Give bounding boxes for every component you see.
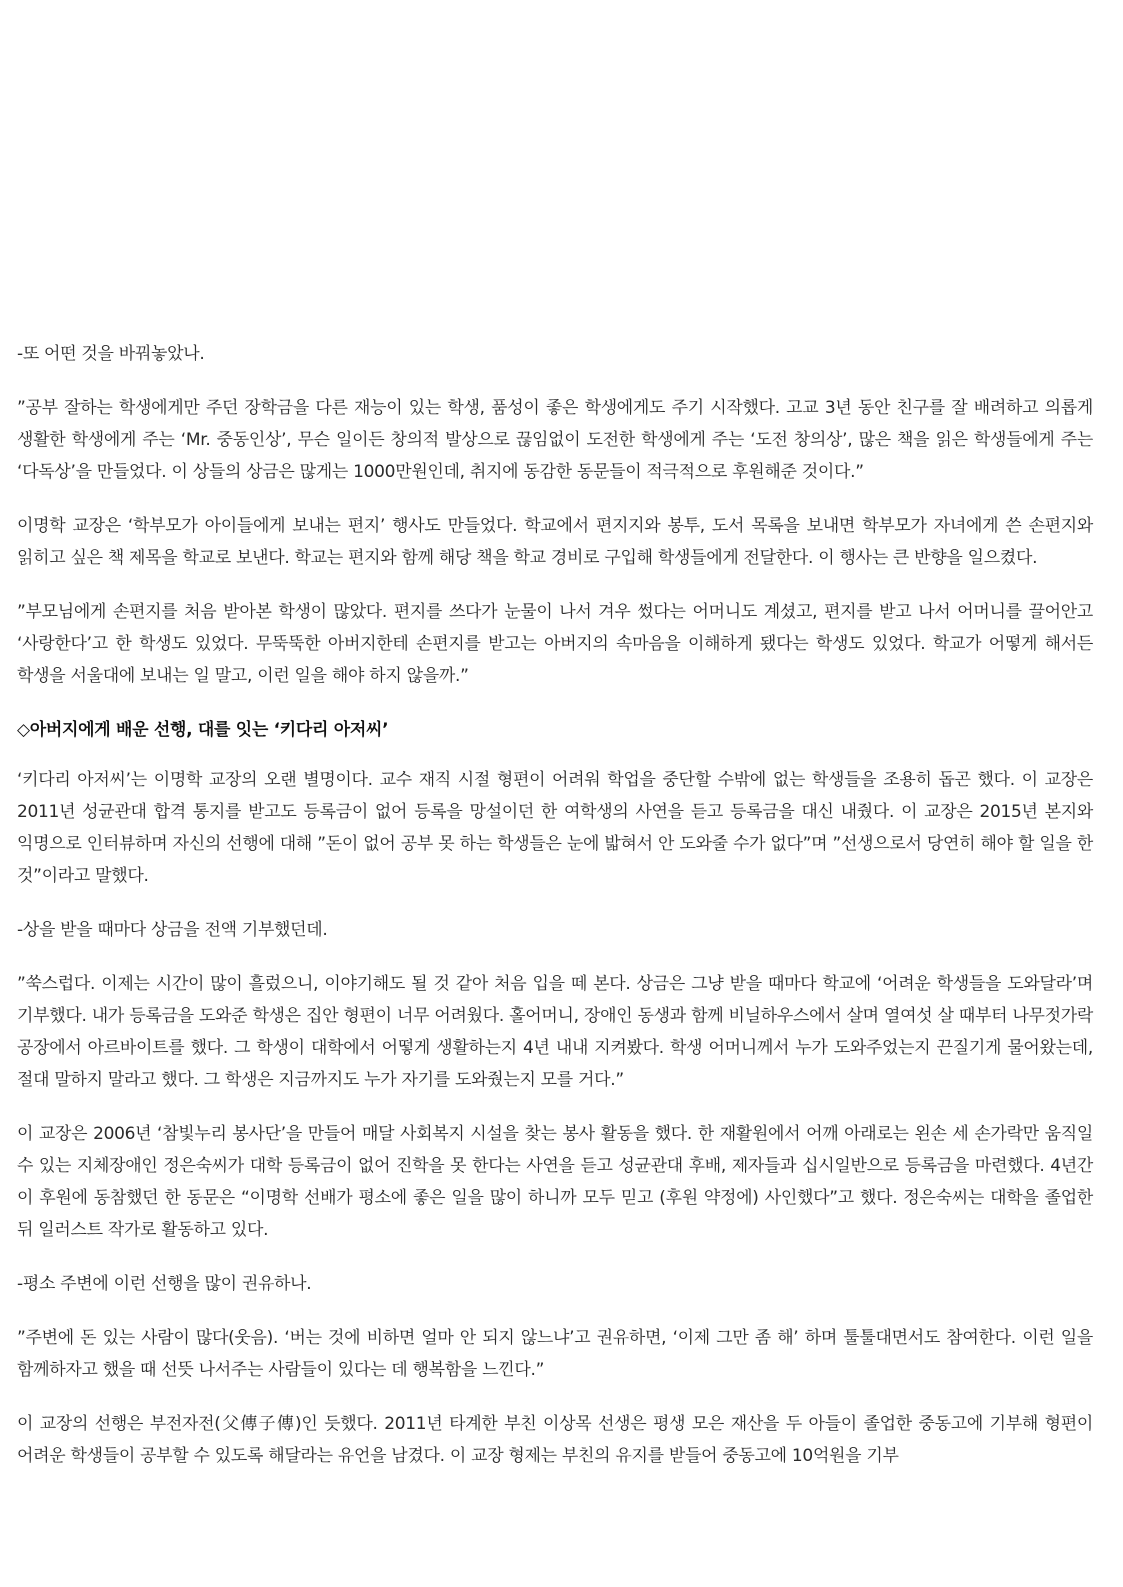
- article-paragraph: 이 교장은 2006년 ‘참빛누리 봉사단’을 만들어 매달 사회복지 시설을 찾는 봉사 활동을 했다. 한 재활원에서 어깨 아래로는 왼손 세 손가락만 움직일 수 있는 지체장애인 정은숙씨가 대학 등록금이 없어 진학을 못 한다는 사연을 듣고 성균관대 후배, 제자들과 십시일반으로 등록금을 마련했다. 4년간 이 후원에 동참했던 한 동문은 “이명학 선배가 평소에 좋은 일을 많이 하니까 모두 믿고 (후원 약정에) 사인했다”고 했다. 정은숙씨는 대학을 졸업한 뒤 일러스트 작가로 활동하고 있다.: [17, 1124, 1093, 1240]
- interview-answer: ”부모님에게 손편지를 처음 받아본 학생이 많았다. 편지를 쓰다가 눈물이 나서 겨우 썼다는 어머니도 계셨고, 편지를 받고 나서 어머니를 끌어안고 ‘사랑한다’고 한 학생도 있었다. 무뚝뚝한 아버지한테 손편지를 받고는 아버지의 속마음을 이해하게 됐다는 학생도 있었다. 학교가 어떻게 해서든 학생을 서울대에 보내는 일 말고, 이런 일을 해야 하지 않을까.”: [17, 602, 1093, 686]
- article-body: [17, 338, 1093, 1494]
- article-paragraph: ‘키다리 아저씨’는 이명학 교장의 오랜 별명이다. 교수 재직 시절 형편이 어려워 학업을 중단할 수밖에 없는 학생들을 조용히 돕곤 했다. 이 교장은 2011년 성균관대 합격 통지를 받고도 등록금이 없어 등록을 망설이던 한 여학생의 사연을 듣고 등록금을 대신 내줬다. 이 교장은 2015년 본지와 익명으로 인터뷰하며 자신의 선행에 대해 ”돈이 없어 공부 못 하는 학생들은 눈에 밟혀서 안 도와줄 수가 없다”며 ”선생으로서 당연히 해야 할 일을 한 것”이라고 말했다.: [17, 770, 1093, 886]
- section-subheading: ◇아버지에게 배운 선행, 대를 잇는 ‘키다리 아저씨’: [17, 720, 389, 740]
- interview-question: -평소 주변에 이런 선행을 많이 권유하나.: [17, 1274, 312, 1294]
- interview-answer: ”공부 잘하는 학생에게만 주던 장학금을 다른 재능이 있는 학생, 품성이 좋은 학생에게도 주기 시작했다. 고교 3년 동안 친구를 잘 배려하고 의롭게 생활한 학생에게 주는 ‘Mr. 중동인상’, 무슨 일이든 창의적 발상으로 끊임없이 도전한 학생에게 주는 ‘도전 창의상’, 많은 책을 읽은 학생들에게 주는 ‘다독상’을 만들었다. 이 상들의 상금은 많게는 1000만원인데, 취지에 동감한 동문들이 적극적으로 후원해준 것이다.”: [17, 398, 1093, 482]
- interview-answer: ”주변에 돈 있는 사람이 많다(웃음). ‘버는 것에 비하면 얼마 안 되지 않느냐’고 권유하면, ‘이제 그만 좀 해’ 하며 툴툴대면서도 참여한다. 이런 일을 함께하자고 했을 때 선뜻 나서주는 사람들이 있다는 데 행복함을 느낀다.”: [17, 1328, 1093, 1380]
- interview-question: -또 어떤 것을 바꿔놓았나.: [17, 344, 205, 364]
- article-paragraph: 이명학 교장은 ‘학부모가 아이들에게 보내는 편지’ 행사도 만들었다. 학교에서 편지지와 봉투, 도서 목록을 보내면 학부모가 자녀에게 쓴 손편지와 읽히고 싶은 책 제목을 학교로 보낸다. 학교는 편지와 함께 해당 책을 학교 경비로 구입해 학생들에게 전달한다. 이 행사는 큰 반향을 일으켰다.: [17, 516, 1093, 568]
- interview-question: -상을 받을 때마다 상금을 전액 기부했던데.: [17, 920, 328, 940]
- interview-answer: ”쑥스럽다. 이제는 시간이 많이 흘렀으니, 이야기해도 될 것 같아 처음 입을 떼 본다. 상금은 그냥 받을 때마다 학교에 ‘어려운 학생들을 도와달라’며 기부했다. 내가 등록금을 도와준 학생은 집안 형편이 너무 어려웠다. 홀어머니, 장애인 동생과 함께 비닐하우스에서 살며 열여섯 살 때부터 나무젓가락 공장에서 아르바이트를 했다. 그 학생이 대학에서 어떻게 생활하는지 4년 내내 지켜봤다. 학생 어머니께서 누가 도와주었는지 끈질기게 물어왔는데, 절대 말하지 말라고 했다. 그 학생은 지금까지도 누가 자기를 도와줬는지 모를 거다.”: [17, 974, 1093, 1090]
- article-paragraph: 이 교장의 선행은 부전자전(父傳子傳)인 듯했다. 2011년 타계한 부친 이상목 선생은 평생 모은 재산을 두 아들이 졸업한 중동고에 기부해 형편이 어려운 학생들이 공부할 수 있도록 해달라는 유언을 남겼다. 이 교장 형제는 부친의 유지를 받들어 중동고에 10억원을 기부: [17, 1414, 1093, 1466]
